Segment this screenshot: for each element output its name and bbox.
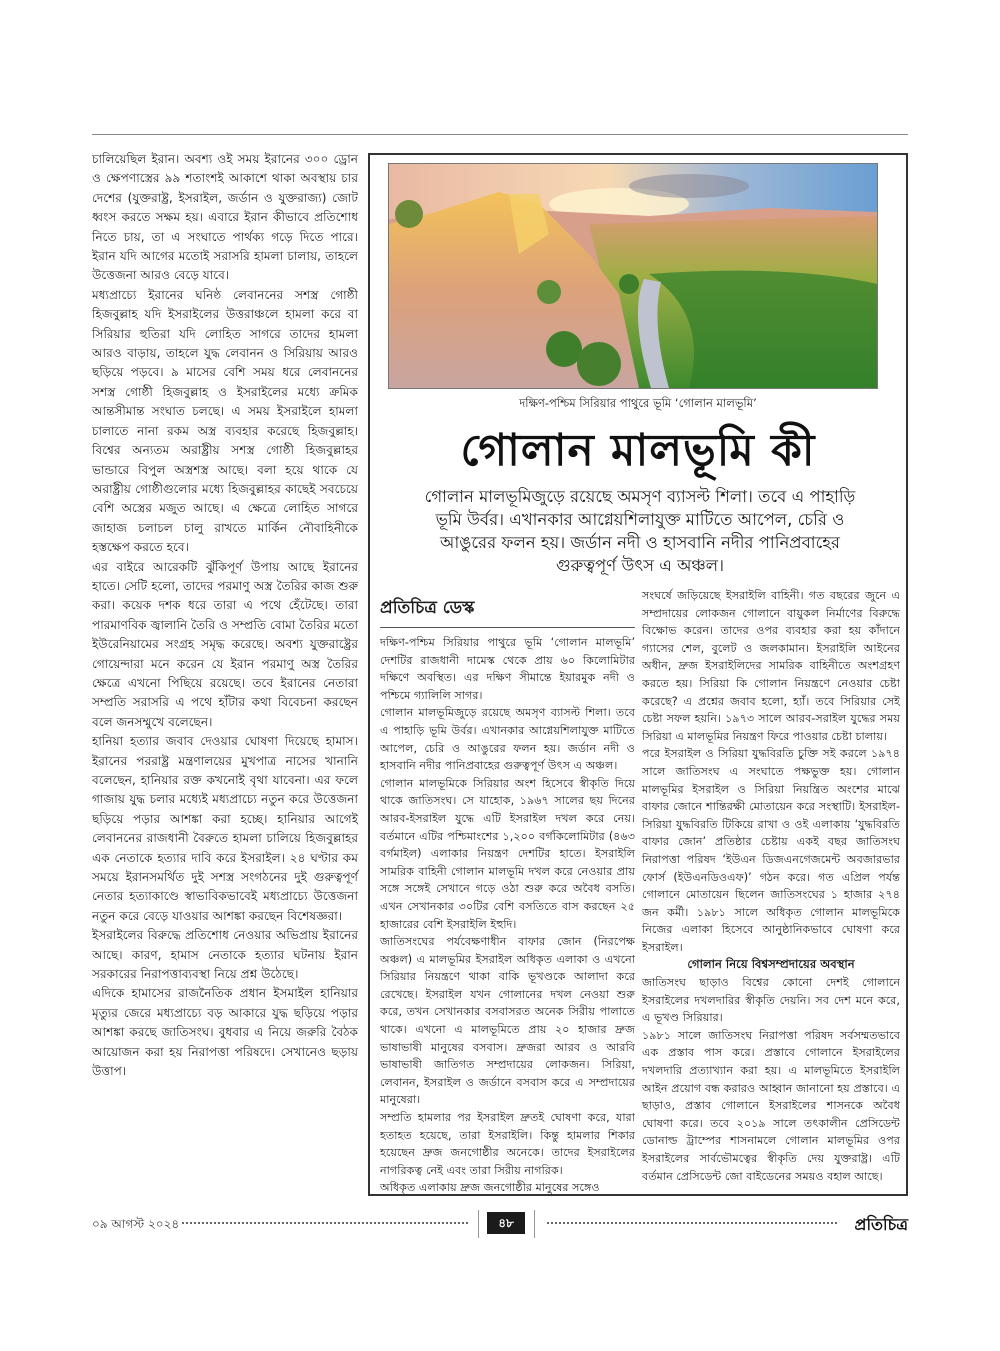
- golan-heights-photo: [388, 163, 878, 389]
- feature-paragraph: অধিকৃত এলাকায় দ্রুজ জনগোষ্ঠীর মানুষের সঙ্গেও: [380, 1181, 600, 1195]
- issue-date: ০৯ আগস্ট ২০২৪: [92, 1217, 180, 1231]
- feature-paragraph: সম্প্রতি হামলার পর ইসরাইল দ্রুতই ঘোষণা করে, যারা হতাহত হয়েছে, তারা ইসরাইলি। কিন্তু হামলার শিকার হয়েছেন দ্রুজ জনগোষ্ঠীর অনেকে। তাদের ইসরাইলের নাগরিকত্ব নেই এবং তারা সিরীয় নাগরিক।: [380, 1111, 635, 1177]
- feature-paragraph: দক্ষিণ-পশ্চিম সিরিয়ার পাথুরে ভূমি ‘গোলান মালভূমি’ দেশটির রাজধানী দামেস্ক থেকে প্রায় ৬০ কিলোমিটার দক্ষিণে অবস্থিত। এর দক্ষিণ সীমান্তে ইয়ারমুক নদী ও পশ্চিমে গ্যালিলি সাগর।: [380, 636, 635, 702]
- dotted-leader: [182, 1222, 468, 1224]
- feature-paragraph: গোলান মালভূমিজুড়ে রয়েছে অমসৃণ ব্যাসল্ট শিলা। তবে এ পাহাড়ি ভূমি উর্বর। এখানকার আগ্নেয়শিলাযুক্ত মাটিতে আপেল, চেরি ও আঙুরের ফলন হয়। জর্ডান নদী ও হাসবানি নদীর পানিপ্রবাহের গুরুত্বপূর্ণ উৎস এ অঞ্চল।: [380, 706, 635, 773]
- photo-caption: দক্ষিণ-পশ্চিম সিরিয়ার পাথুরে ভূমি ‘গোলান মালভূমি’: [519, 396, 757, 410]
- feature-box: [368, 153, 908, 1196]
- left-column: [92, 150, 358, 1082]
- divider: [478, 1210, 479, 1238]
- divider: [534, 1210, 535, 1238]
- feature-paragraph: পরে ইসরাইল ও সিরিয়া যুদ্ধবিরতি চুক্তি সই করলে ১৯৭৪ সালে জাতিসংঘ এ সংঘাতে পক্ষভুক্ত হয়। গোলান মালভূমির ইসরাইল ও সিরিয়া নিয়ন্ত্রিত অংশের মাঝে বাফার জোনে শান্তিরক্ষী মোতায়েন করে সংস্থাটি। ইসরাইল-সিরিয়া যুদ্ধবিরতি টিকিয়ে রাখা ও ওই এলাকায় ‘যুদ্ধবিরতি বাফার জোন’ প্রতিষ্ঠার চেষ্টায় একই বছর জাতিসংঘ নিরাপত্তা পরিষদ ‘ইউএন ডিজএনগেজমেন্ট অবজারভার ফোর্স (ইউএনডিওএফ)’ গঠন করে। গত এপ্রিল পর্যন্ত গোলানে মোতায়েন ছিলেন জাতিসংঘের ১ হাজার ২৭৪ জন কর্মী। ১৯৮১ সালে অধিকৃত গোলান মালভূমিকে নিজের এলাকা হিসেবে আনুষ্ঠানিকভাবে ঘোষণা করে ইসরাইল।: [642, 747, 900, 954]
- feature-paragraph: ১৯৮১ সালে জাতিসংঘ নিরাপত্তা পরিষদ সর্বসম্মতভাবে এক প্রস্তাব পাস করে। প্রস্তাবে গোলানে ইসরাইলের দখলদারি প্রত্যাখ্যান করা হয়। এ মালভূমিতে ইসরাইলি আইন প্রয়োগ বন্ধ করারও আহ্বান জানানো হয় প্রস্তাবে। এ ছাড়াও, প্রস্তাব গোলানে ইসরাইলের শাসনকে অবৈধ ঘোষণা করে। তবে ২০১৯ সালে তৎকালীন প্রেসিডেন্ট ডোনাল্ড ট্রাম্পের শাসনামলে গোলান মালভূমির ওপর ইসরাইলের সার্বভৌমত্বের স্বীকৃতি দেয় যুক্তরাষ্ট্র। এটি বর্তমান প্রেসিডেন্ট জো বাইডেনের সময়ও বহাল আছে।: [642, 1028, 900, 1183]
- byline: প্রতিচিত্র ডেস্ক: [380, 595, 635, 628]
- article-paragraph: মধ্যপ্রাচ্যে ইরানের ঘনিষ্ঠ লেবাননের সশস্ত্র গোষ্ঠী হিজবুল্লাহ যদি ইসরাইলের উত্তরাঞ্চলে হামলা করে বা সিরিয়ার হুতিরা যদি লোহিত সাগরে তাদের হামলা আরও বাড়ায়, তাহলে যুদ্ধ লেবানন ও সিরিয়ায় আরও ছড়িয়ে পড়বে। ৯ মাসের বেশি সময় ধরে লেবাননের সশস্ত্র গোষ্ঠী হিজবুল্লাহ ও ইসরাইলের মধ্যে ক্রমিক আন্তসীমান্ত সংঘাত চলছে। এ সময় ইসরাইলে হামলা চালাতে নানা রকম অস্ত্র ব্যবহার করেছে হিজবুল্লাহ। বিশ্বের অন্যতম অরাষ্ট্রীয় সশস্ত্র গোষ্ঠী হিজবুল্লাহর ভান্ডারে বিপুল অস্ত্রশস্ত্র আছে। বলা হয়ে থাকে যে অরাষ্ট্রীয় গোষ্ঠীগুলোর মধ্যে হিজবুল্লাহর কাছেই সবচেয়ে বেশি অস্ত্রের মজুত আছে। এ ক্ষেত্রে লোহিত সাগরে জাহাজ চলাচল চালু রাখতে মার্কিন নৌবাহিনীকে হস্তক্ষেপ করতে হবে।: [92, 287, 358, 555]
- landscape-illustration: [389, 164, 877, 388]
- feature-paragraph: জাতিসংঘ ছাড়াও বিশ্বের কোনো দেশই গোলানে ইসরাইলের দখলদারির স্বীকৃতি দেয়নি। সব দেশ মনে করে, এ ভূখণ্ড সিরিয়ার।: [642, 976, 900, 1025]
- page-number: ৪৮: [487, 1212, 525, 1234]
- feature-headline: গোলান মালভূমি কী: [460, 425, 816, 476]
- article-paragraph: হানিয়া হত্যার জবাব দেওয়ার ঘোষণা দিয়েছে হামাস। ইরানের পররাষ্ট্র মন্ত্রণালয়ের মুখপাত্র নাসের খানানি বলেছেন, হানিয়ার রক্ত কখনোই বৃথা যাবেনা। এর ফলে গাজায় যুদ্ধ চলার মধ্যেই মধ্যপ্রাচ্যে নতুন করে উত্তেজনা ছড়িয়ে পড়ার আশঙ্কা করা হচ্ছে। হানিয়ার আগেই লেবাননের রাজধানী বৈরুতে হামলা চালিয়ে হিজবুল্লাহর এক নেতাকে হত্যার দাবি করে ইসরাইল। ২৪ ঘণ্টার কম সময়ে ইরানসমর্থিত দুই সশস্ত্র সংগঠনের দুই গুরুত্বপূর্ণ নেতার হত্যাকাণ্ডে স্বাভাবিকভাবেই মধ্যপ্রাচ্যে উত্তেজনা নতুন করে বেড়ে যাওয়ার আশঙ্কা করছেন বিশেষজ্ঞরা।: [92, 734, 358, 923]
- publication-logo: প্রতিচিত্র: [854, 1215, 908, 1234]
- feature-column-1: [380, 595, 635, 1197]
- page-footer: [92, 1210, 908, 1238]
- feature-paragraph: জাতিসংঘের পর্যবেক্ষণাধীন বাফার জোন (নিরপেক্ষ অঞ্চল) এ মালভূমির ইসরাইল অধিকৃত এলাকা ও এখনো সিরিয়ার নিয়ন্ত্রণে থাকা বাকি ভূখণ্ডকে আলাদা করে রেখেছে। ইসরাইল যখন গোলানের দখল নেওয়া শুরু করে, তখন সেখানকার বসবাসরত অনেক সিরীয় পালাতে থাকে। এখনো এ মালভূমিতে প্রায় ২০ হাজার দ্রুজ ভাষাভাষী মানুষের বসবাস। দ্রুজরা আরব ও আরবি ভাষাভাষী জাতিগত সম্প্রদায়ের লোকজন। সিরিয়া, লেবানন, ইসরাইল ও জর্ডানে বসবাস করে এ সম্প্রদায়ের মানুষেরা।: [380, 935, 635, 1107]
- article-paragraph: এদিকে হামাসের রাজনৈতিক প্রধান ইসমাইল হানিয়ার মৃত্যুর জেরে মধ্যপ্রাচ্যে বড় আকারে যুদ্ধ ছড়িয়ে পড়ার আশঙ্কা করছে জাতিসংঘ। বুধবার এ নিয়ে জরুরি বৈঠক আয়োজন করা হয় নিরাপত্তা পরিষদে। সেখানেও ছড়ায় উত্তাপ।: [92, 986, 358, 1079]
- feature-paragraph: সংঘর্ষে জড়িয়েছে ইসরাইলি বাহিনী। গত বছরের জুনে এ সম্প্রদায়ের লোকজন গোলানে বায়ুকল নির্মাণের বিরুদ্ধে বিক্ষোভ করেন। তাদের ওপর ব্যবহার করা হয় কাঁদানে গ্যাসের শেল, বুলেট ও জলকামান। ইসরাইলি আইনের অধীন, দ্রুজ ইসরাইলিদের সামরিক বাহিনীতে অংশগ্রহণ করতে হয়। সিরিয়া কি গোলান নিয়ন্ত্রণে নেওয়ার চেষ্টা করেছে? এ প্রশ্নের জবাব হলো, হ্যাঁ। তবে সিরিয়ার সেই চেষ্টা সফল হয়নি। ১৯৭৩ সালে আরব-সরাইল যুদ্ধের সময় সিরিয়া এ মালভূমির নিয়ন্ত্রণ ফিরে পাওয়ার চেষ্টা চালায়।: [642, 589, 900, 743]
- top-rule: [92, 134, 908, 135]
- article-paragraph: এর বাইরে আরেকটি ঝুঁকিপূর্ণ উপায় আছে ইরানের হাতে। সেটি হলো, তাদের পরমাণু অস্ত্র তৈরির কাজ শুরু করা। কয়েক দশক ধরে তারা এ পথে হেঁটেছে। তারা পারমাণবিক জ্বালানি তৈরি ও সম্প্রতি বোমা তৈরির মতো ইউরেনিয়ামের সংগ্রহ সমৃদ্ধ করেছে। অবশ্য যুক্তরাষ্ট্রের গোয়েন্দারা মনে করেন যে ইরান পরমাণু অস্ত্র তৈরির ক্ষেত্রে এখনো পিছিয়ে রয়েছে। তবে ইরানের নেতারা সম্প্রতি সরাসরি এ পথে হাঁটার কথা বিবেচনা করছেন বলে জনসম্মুখে বলেছেন।: [92, 559, 358, 729]
- article-paragraph: ইসরাইলের বিরুদ্ধে প্রতিশোধ নেওয়ার অভিপ্রায় ইরানের আছে। কারণ, হামাস নেতাকে হত্যার ঘটনায় ইরান সরকারের নিরাপত্তাব্যবস্থা নিয়ে প্রশ্ন উঠেছে।: [92, 928, 358, 982]
- dotted-leader: [547, 1222, 837, 1224]
- feature-deck: গোলান মালভূমিজুড়ে রয়েছে অমসৃণ ব্যাসল্ট শিলা। তবে এ পাহাড়ি ভূমি উর্বর। এখানকার আগ্নেয়শিলাযুক্ত মাটিতে আপেল, চেরি ও আঙুরের ফলন হয়। জর্ডান নদী ও হাসবানি নদীর পানিপ্রবাহের গুরুত্বপূর্ণ উৎস এ অঞ্চল।: [424, 487, 856, 575]
- feature-subhead: গোলান নিয়ে বিশ্বসম্প্রদায়ের অবস্থান: [687, 957, 855, 972]
- article-paragraph: চালিয়েছিল ইরান। অবশ্য ওই সময় ইরানের ৩০০ ড্রোন ও ক্ষেপণাস্ত্রের ৯৯ শতাংশই আকাশে থাকা অবস্থায় চার দেশের (যুক্তরাষ্ট্র, ইসরাইল, জর্ডান ও যুক্তরাজ্য) জোট ধ্বংস করতে সক্ষম হয়। এবারে ইরান কীভাবে প্রতিশোধ নিতে চায়, তা এ সংঘাতে পার্থক্য গড়ে দিতে পারে। ইরান যদি আগের মতোই সরাসরি হামলা চালায়, তাহলে উত্তেজনা আরও বেড়ে যাবে।: [92, 152, 358, 283]
- feature-paragraph: গোলান মালভূমিকে সিরিয়ার অংশ হিসেবে স্বীকৃতি দিয়ে থাকে জাতিসংঘ। সে যাহোক, ১৯৬৭ সালের ছয় দিনের আরব-ইসরাইল যুদ্ধে এটি ইসরাইল দখল করে নেয়। বর্তমানে এটির পশ্চিমাংশের ১,২০০ বর্গকিলোমিটার (৪৬৩ বর্গমাইল) এলাকার নিয়ন্ত্রণ দেশটির হাতে। ইসরাইলি সামরিক বাহিনী গোলান মালভূমি দখল করে নেওয়ার প্রায় সঙ্গে সঙ্গেই সেখানে গড়ে ওঠা শুরু করে অবৈধ বসতি। এখন সেখানকার ৩০টির বেশি বসতিতে বাস করছেন ২৫ হাজারের বেশি ইসরাইলি ইহুদি।: [380, 776, 635, 931]
- feature-column-2: [642, 587, 900, 1185]
